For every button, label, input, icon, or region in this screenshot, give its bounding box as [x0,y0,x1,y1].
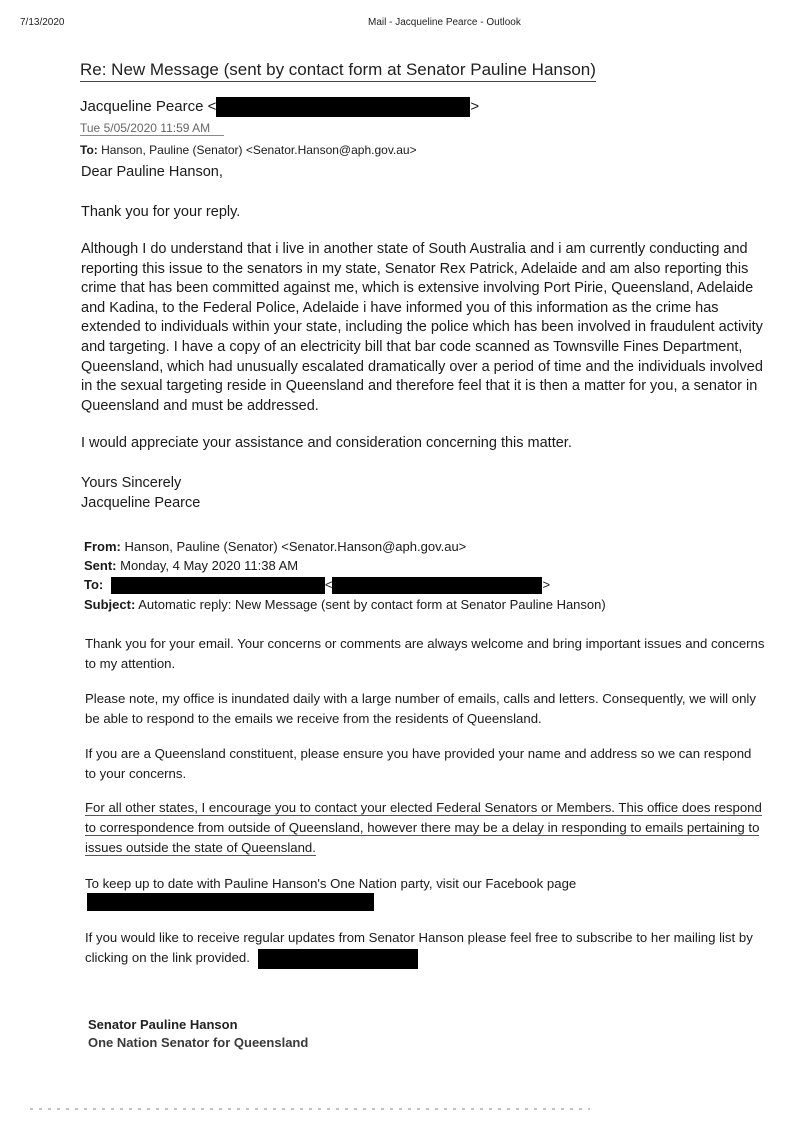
quoted-from-label: From: [84,539,121,554]
body-paragraph-3: I would appreciate your assistance and consideration concerning this matter. [81,435,572,451]
reply-paragraph-6 [85,928,765,969]
quoted-from-value: Hanson, Pauline (Senator) <Senator.Hanson@aph.gov.au> [124,539,467,554]
sender-line [80,97,479,117]
body-paragraph-2: Although I do understand that i live in another state of South Australia and i am currently conducting and reporting this issue to the senators in my state, Senator Rex Patrick, Adelaide and am also reporting this crime that has been committed against me, which is extensive involving Port Pirie, Queensland, Adelaide and Kadina, to the Federal Police, Adelaide i have informed you of this information as the crime has extended to individuals within your state, including the police which has been involved in fraudulent activity and targeting. I have a copy of an electricity bill that bar code scanned as Townsville Fines Department, Queensland, which had unusually escalated dramatically over a period of time and the individuals involved in the sexual targeting reside in Queensland and therefore feel that it is then a matter for you, a senator in Queensland and must be addressed. [81,241,763,414]
quoted-to-gt: > [542,577,551,592]
print-date: 7/13/2020 [20,17,65,28]
signature: Jacqueline Pearce [81,495,201,511]
email-date: Tue 5/05/2020 11:59 AM [80,121,224,136]
quoted-to [84,575,550,594]
recipient-line [80,143,417,157]
quoted-from [84,537,466,556]
quoted-to-lt: < [324,577,333,592]
redacted-mailing-list-link[interactable] [258,949,418,969]
reply-paragraph-2: Please note, my office is inundated daily with a large number of emails, calls and letters. Consequently, we will only be able to respond to the emails we receive from the residents of Queensland. [85,691,756,726]
email-subject: Re: New Message (sent by contact form at Senator Pauline Hanson) [80,60,596,82]
to-value: Hanson, Pauline (Senator) <Senator.Hanson@aph.gov.au> [101,143,417,157]
reply-paragraph-3: If you are a Queensland constituent, please ensure you have provided your name and address so we can respond to your concerns. [85,746,752,781]
to-label: To: [80,143,98,157]
quoted-subject [84,595,606,614]
reply-paragraph-4-text: For all other states, I encourage you to contact your elected Federal Senators or Members. This office does respond to correspondence from outside of Queensland, however there may be a delay in responding to emails pertaining to issues outside the state of Queensland. [85,800,762,855]
sender-close: > [470,97,480,115]
redacted-facebook-link[interactable] [87,893,374,911]
redacted-sender-email [216,97,470,117]
closing: Yours Sincerely [81,475,182,491]
quoted-to-label: To: [84,577,104,592]
reply-paragraph-5: To keep up to date with Pauline Hanson's One Nation party, visit our Facebook page [85,876,577,891]
redacted-recipient-name [111,577,325,594]
redacted-recipient-email [332,577,542,594]
reply-paragraph-1: Thank you for your email. Your concerns or comments are always welcome and bring important issues and concerns to my attention. [85,636,765,671]
quoted-subject-label: Subject: [84,597,136,612]
reply-paragraph-6-text: If you would like to receive regular updates from Senator Hanson please feel free to subscribe to her mailing list by clicking on the link provided. [85,930,753,965]
quoted-sent-value: Monday, 4 May 2020 11:38 AM [120,558,299,573]
reply-paragraph-4 [85,798,765,858]
reply-signature-name: Senator Pauline Hanson [88,1017,238,1032]
quoted-sent [84,556,298,575]
body-paragraph-1: Thank you for your reply. [81,204,241,220]
print-title: Mail - Jacqueline Pearce - Outlook [368,17,521,28]
quoted-sent-label: Sent: [84,558,117,573]
scan-artifact-divider [30,1108,590,1110]
reply-signature-title: One Nation Senator for Queensland [88,1035,309,1050]
quoted-subject-value: Automatic reply: New Message (sent by contact form at Senator Pauline Hanson) [138,597,606,612]
sender-name: Jacqueline Pearce < [80,97,217,115]
greeting: Dear Pauline Hanson, [81,164,223,180]
